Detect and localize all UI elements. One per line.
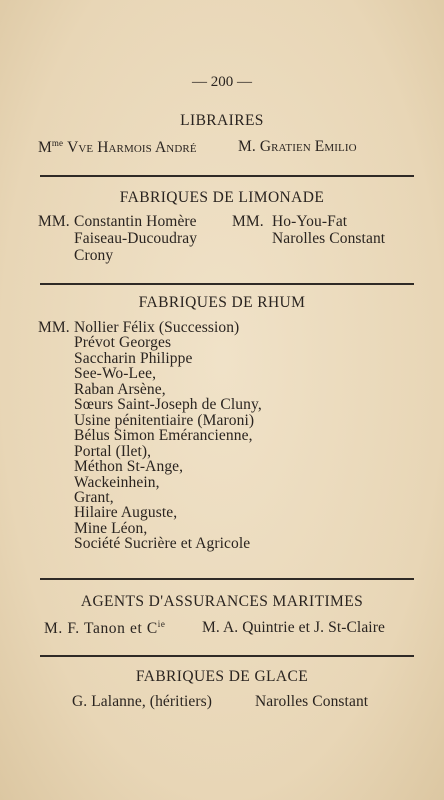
rhum-name: Nollier Félix (Succession) xyxy=(74,319,240,336)
page-number: — 200 — xyxy=(192,74,252,90)
glace-entry-left: G. Lalanne, (héritiers) xyxy=(72,693,213,710)
assurances-entry-left xyxy=(44,619,165,638)
rhum-name: Saccharin Philippe xyxy=(74,349,193,367)
rhum-name: Raban Arsène, xyxy=(74,380,166,398)
limonade-name: Constantin Homère xyxy=(74,213,197,230)
libraires-entry-2: M. Gratien Emilio xyxy=(238,138,357,155)
title-superscript: me xyxy=(51,138,64,148)
section-divider xyxy=(40,655,414,657)
rhum-name: Wackeinhein, xyxy=(74,473,160,491)
limonade-name: Ho-You-Fat xyxy=(272,213,348,230)
assurances-entry-right: M. A. Quintrie et J. St-Claire xyxy=(202,619,385,636)
section-heading-libraires: LIBRAIRES xyxy=(180,112,264,129)
assurances-left-superscript: ie xyxy=(157,619,166,629)
rhum-name: See-Wo-Lee, xyxy=(74,365,157,383)
assurances-left-text: M. F. Tanon et C xyxy=(44,620,158,637)
section-heading-glace: FABRIQUES DE GLACE xyxy=(135,668,309,685)
glace-entry-right: Narolles Constant xyxy=(255,693,369,710)
section-divider xyxy=(40,175,414,177)
rhum-name: Bélus Simon Emérancienne, xyxy=(74,427,253,445)
rhum-name: Mine Léon, xyxy=(74,519,148,537)
libraires-entry-line xyxy=(38,138,197,157)
rhum-name: Sœurs Saint-Joseph de Cluny, xyxy=(74,396,262,414)
section-heading-rhum: FABRIQUES DE RHUM xyxy=(138,294,306,311)
limonade-name: Faiseau-Ducoudray xyxy=(74,230,198,247)
libraires-entry-1: Vve Harmois André xyxy=(67,139,197,156)
title-prefix: M xyxy=(38,139,52,156)
rhum-mm: MM. xyxy=(38,319,70,336)
rhum-name: Usine pénitentiaire (Maroni) xyxy=(74,411,255,429)
rhum-name: Grant, xyxy=(74,488,114,506)
limonade-name: Narolles Constant xyxy=(272,230,386,247)
section-divider xyxy=(40,578,414,580)
section-heading-limonade: FABRIQUES DE LIMONADE xyxy=(119,189,325,206)
limonade-name: Crony xyxy=(74,247,114,264)
rhum-name: Prévot Georges xyxy=(74,334,172,352)
section-divider xyxy=(40,283,414,285)
rhum-name: Portal (Ilet), xyxy=(74,442,152,460)
rhum-name: Hilaire Auguste, xyxy=(74,504,178,522)
rhum-name: Méthon St-Ange, xyxy=(74,458,184,476)
rhum-name: Société Sucrière et Agricole xyxy=(74,535,251,553)
limonade-mm-left: MM. xyxy=(38,213,70,230)
section-heading-assurances: AGENTS D'ASSURANCES MARITIMES xyxy=(80,593,364,610)
limonade-mm-right: MM. xyxy=(232,213,264,230)
